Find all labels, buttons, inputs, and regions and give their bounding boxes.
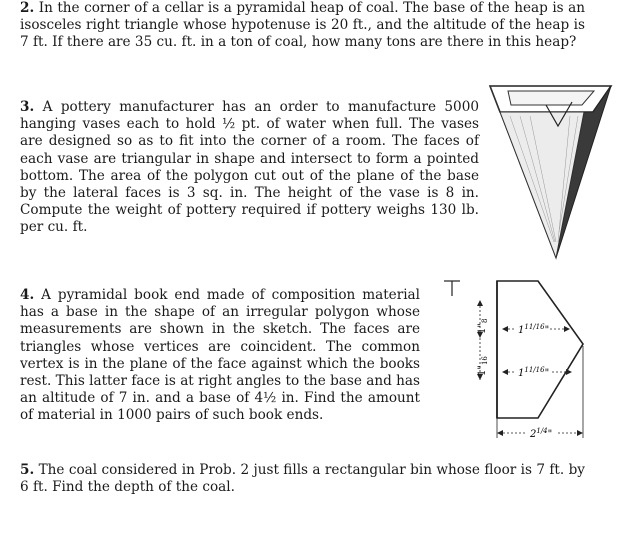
problem-3 bbox=[20, 99, 479, 237]
problem-5 bbox=[20, 462, 585, 496]
dim-top-arrow-right bbox=[564, 326, 570, 332]
problem-5-text: The coal considered in Prob. 2 just fills a rectangular bin whose floor is 7 ft. by 6 ft. Find the depth of the coal. bbox=[20, 462, 585, 496]
problem-3-number: 3. bbox=[20, 99, 35, 115]
vase-figure bbox=[486, 82, 616, 260]
bookend-base-polygon bbox=[497, 281, 583, 418]
problem-2-text: In the corner of a cellar is a pyramidal heap of coal. The base of the heap is an isosceles right triangle whose hypotenuse is 20 ft., and the altitude of the heap is 7 ft. If there are 35 cu. ft. in a ton of coal, how many tons are there in this heap? bbox=[20, 0, 585, 51]
dim-left-lower-label: $1"_{16}$ bbox=[477, 356, 489, 376]
bookend-sketch bbox=[440, 276, 612, 446]
dim-left-upper-label: $1"_8$ bbox=[477, 318, 489, 334]
problem-2-number: 2. bbox=[20, 0, 35, 16]
dim-top-label: $1^{11/16}$" bbox=[518, 323, 550, 336]
dim-left-arrow-top bbox=[477, 300, 483, 306]
problem-3-text-a: A pottery manufacturer has an order to manufacture 5000 hanging vases each to hold bbox=[20, 99, 480, 133]
problem-5-number: 5. bbox=[20, 462, 35, 478]
problem-4-text-b: in. Find the amount of material in 1000 pairs of such book ends. bbox=[20, 390, 420, 424]
dim-bottom-arrow-right bbox=[577, 430, 583, 436]
problem-3-text-b: pt. of water when full. The vases are designed so as to fit into the corner of a room. The faces of each vase are triangular in shape and intersect to form a pointed bottom. The area of the polygon cut out of the plane of the base by the lateral faces is 3 sq. in. The height of the vase is 8 in. Compute the weight of pottery required if pottery weighs 130 lb. per cu. ft. bbox=[20, 116, 479, 236]
dim-mid-arrow-left bbox=[502, 369, 508, 375]
dim-bottom-arrow-left bbox=[497, 430, 503, 436]
dim-mid-arrow-right bbox=[566, 369, 572, 375]
problem-3-fraction: ½ bbox=[222, 116, 236, 133]
problem-4-fraction: ½ bbox=[263, 390, 277, 407]
dim-bottom-label: $2^{1/4}$" bbox=[530, 427, 553, 440]
problem-4 bbox=[20, 287, 420, 425]
problem-2 bbox=[20, 0, 585, 52]
dim-mid-label: $1^{11/16}$" bbox=[518, 366, 550, 379]
dim-top-arrow-left bbox=[502, 326, 508, 332]
vase-opening bbox=[508, 91, 594, 105]
problem-4-text-a: A pyramidal book end made of composition material has a base in the shape of an irregular polygon whose measurements are shown in the sketch. The faces are triangles whose vertices are coincident. The common vertex is in the plane of the face against which the books rest. This latter face is at right angles to the base and has an altitude of 7 in. and a base of 4 bbox=[20, 287, 421, 407]
problem-4-number: 4. bbox=[20, 287, 35, 303]
